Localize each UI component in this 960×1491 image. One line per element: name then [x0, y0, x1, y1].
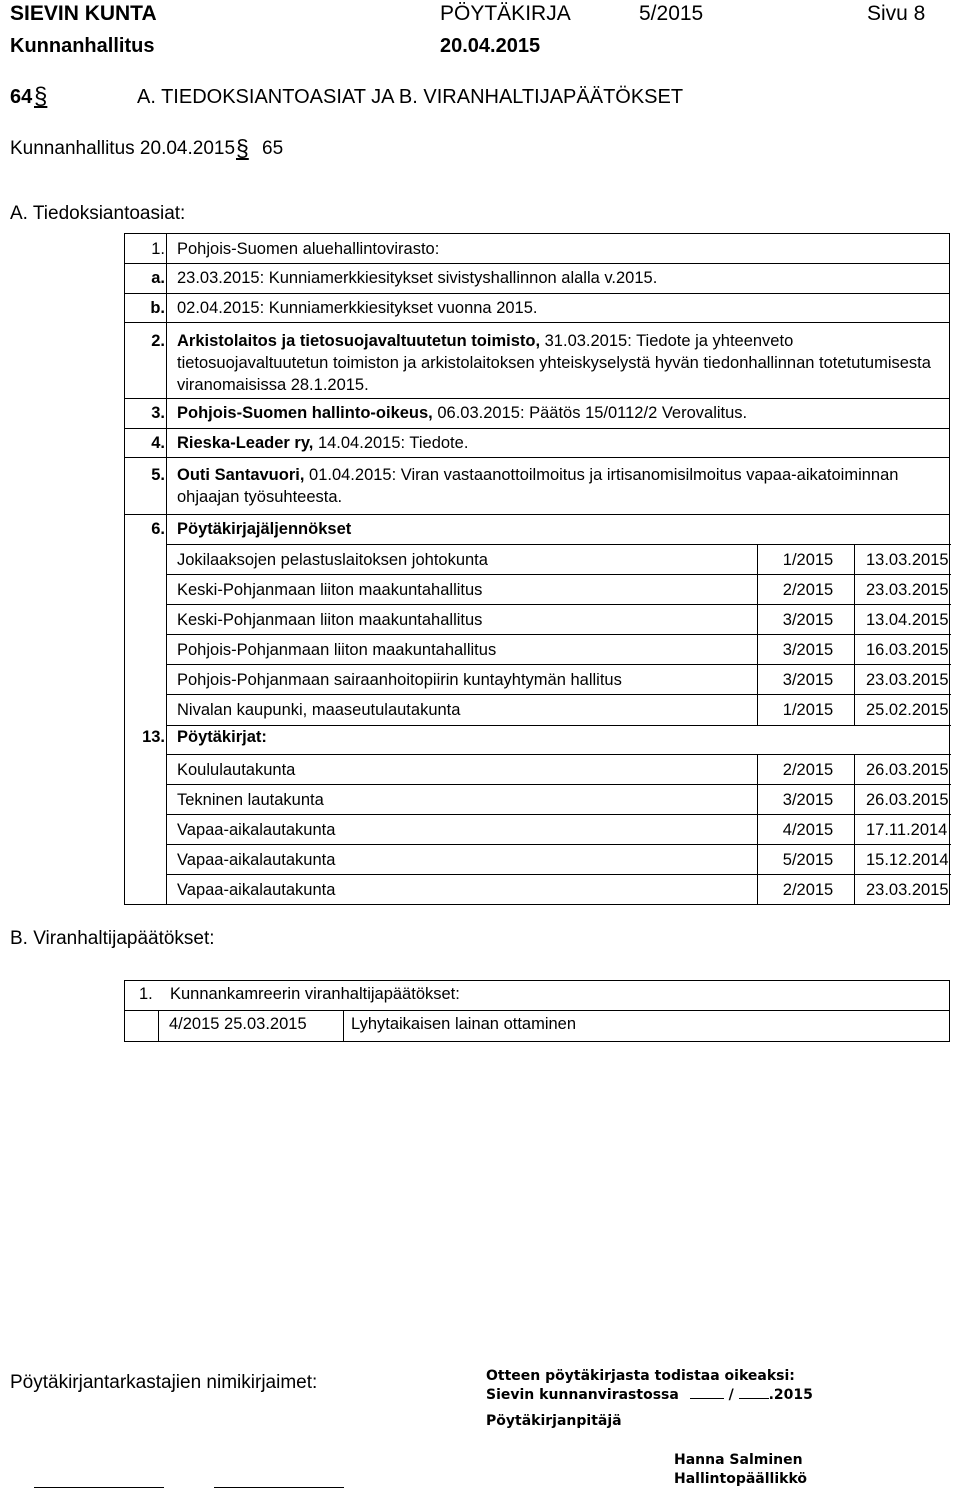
- row-divider: [125, 322, 949, 323]
- table-row: [166, 754, 951, 785]
- minutes-date: 23.03.2015: [866, 881, 949, 899]
- copy-body: Nivalan kaupunki, maaseutulautakunta: [177, 701, 461, 719]
- row-divider: [125, 398, 949, 399]
- copy-number: 3/2015: [782, 611, 834, 629]
- minutes-body: Koululautakunta: [177, 761, 296, 779]
- item-text: 23.03.2015: Kunniamerkkiesitykset sivistyshallinnon alalla v.2015.: [177, 269, 658, 287]
- item-text: 02.04.2015: Kunniamerkkiesitykset vuonna 2015.: [177, 299, 538, 317]
- section-number: 64: [10, 86, 33, 108]
- minutes-date: 17.11.2014: [866, 821, 948, 839]
- copy-number: 2/2015: [782, 581, 834, 599]
- copy-date: 25.02.2015: [866, 701, 949, 719]
- reference-number: 65: [262, 138, 284, 159]
- row-divider: [125, 514, 949, 515]
- item-number: 5.: [151, 466, 165, 484]
- item-detail: 31.03.2015: Tiedote ja yhteenveto tietosuojavaltuutetun toimiston ja arkistolaitoksen yhteiskyselystä hyvän tiedonhallinnan totetutumisesta viranomaisissa 28.1.2015.: [177, 332, 931, 394]
- copy-number: 1/2015: [782, 701, 834, 719]
- copy-date: 13.03.2015: [866, 551, 949, 569]
- doc-number: 5/2015: [639, 2, 704, 25]
- decisions-table: [124, 980, 950, 1042]
- decision-group-title: Kunnankamreerin viranhaltijapäätökset:: [170, 985, 460, 1003]
- minutes-body: Vapaa-aikalautakunta: [177, 881, 336, 899]
- doc-type: PÖYTÄKIRJA: [440, 2, 571, 25]
- copy-date: 13.04.2015: [866, 611, 949, 629]
- item-number: 6.: [151, 520, 165, 538]
- signature-line: [34, 1487, 164, 1488]
- minutes-number: 4/2015: [782, 821, 834, 839]
- column-divider: [343, 1010, 344, 1041]
- copy-body: Keski-Pohjanmaan liiton maakuntahallitus: [177, 611, 483, 629]
- column-divider: [158, 1010, 159, 1041]
- org-name: SIEVIN KUNTA: [10, 2, 157, 25]
- copy-number: 3/2015: [782, 641, 834, 659]
- copy-number: 1/2015: [782, 551, 834, 569]
- office-name: Sievin kunnanvirastossa: [486, 1387, 679, 1403]
- certify-label: Otteen pöytäkirjasta todistaa oikeaksi:: [486, 1368, 795, 1384]
- decision-id: 4/2015 25.03.2015: [169, 1015, 307, 1033]
- table-row: [166, 604, 951, 635]
- page-number: Sivu 8: [867, 2, 926, 25]
- minutes-date: 15.12.2014: [866, 851, 949, 869]
- table-row: [166, 574, 951, 605]
- table-row: [166, 634, 951, 665]
- minutes-body: Vapaa-aikalautakunta: [177, 821, 336, 839]
- copy-number: 3/2015: [782, 671, 834, 689]
- row-divider: [125, 428, 949, 429]
- item-number: 3.: [151, 404, 165, 422]
- row-divider: [125, 1010, 949, 1011]
- item-text: Pöytäkirjajäljennökset: [177, 520, 352, 538]
- copy-date: 23.03.2015: [866, 671, 949, 689]
- row-divider: [125, 263, 949, 264]
- copy-date: 23.03.2015: [866, 581, 949, 599]
- reference-text: Kunnanhallitus 20.04.2015: [10, 138, 236, 159]
- minutes-date: 26.03.2015: [866, 761, 949, 779]
- row-divider: [125, 457, 949, 458]
- minutes-body: Vapaa-aikalautakunta: [177, 851, 336, 869]
- reference-symbol: §: [236, 135, 249, 161]
- minutes-number: 5/2015: [782, 851, 834, 869]
- decision-text: Lyhytaikaisen lainan ottaminen: [351, 1015, 577, 1033]
- table-row: [166, 544, 951, 575]
- section-b-heading: B. Viranhaltijapäätökset:: [10, 928, 215, 949]
- item-detail: 01.04.2015: Viran vastaanottoilmoitus ja irtisanomisilmoitus vapaa-aikatoiminnan ohjaajan työsuhteesta.: [177, 466, 899, 506]
- table-row: [166, 874, 951, 905]
- table-row: [166, 814, 951, 845]
- item-subject: Rieska-Leader ry,: [177, 434, 314, 452]
- decision-group-number: 1.: [139, 985, 153, 1003]
- table-row: [166, 844, 951, 875]
- notices-table: [124, 233, 950, 905]
- minutes-number: 2/2015: [782, 881, 834, 899]
- section-a-heading: A. Tiedoksiantoasiat:: [10, 203, 186, 224]
- copy-date: 16.03.2015: [866, 641, 949, 659]
- item-number: 4.: [151, 434, 165, 452]
- table-row: [166, 784, 951, 815]
- minutes-number: 3/2015: [782, 791, 834, 809]
- item-text: Pöytäkirjat:: [177, 728, 267, 746]
- copy-body: Jokilaaksojen pelastuslaitoksen johtokunta: [177, 551, 488, 569]
- minutes-body: Tekninen lautakunta: [177, 791, 324, 809]
- signature-line: [214, 1487, 344, 1488]
- item-text: [177, 402, 747, 424]
- meeting-date: 20.04.2015: [440, 35, 541, 57]
- office-label: [486, 1387, 813, 1403]
- item-number: 2.: [151, 332, 165, 350]
- inspectors-label: Pöytäkirjantarkastajien nimikirjaimet:: [10, 1372, 318, 1393]
- minutes-table: [166, 754, 951, 904]
- item-number: b.: [150, 299, 165, 317]
- item-subject: Pohjois-Suomen hallinto-oikeus,: [177, 404, 433, 422]
- meeting-body: Kunnanhallitus: [10, 35, 155, 57]
- date-suffix: .2015: [768, 1387, 813, 1403]
- item-text: [177, 330, 939, 396]
- table-row: [166, 664, 951, 695]
- item-text: [177, 464, 939, 508]
- item-text: Pohjois-Suomen aluehallintovirasto:: [177, 240, 440, 258]
- copy-body: Keski-Pohjanmaan liiton maakuntahallitus: [177, 581, 483, 599]
- signer-name: Hanna Salminen: [674, 1452, 803, 1468]
- keeper-label: Pöytäkirjanpitäjä: [486, 1413, 622, 1429]
- copy-body: Pohjois-Pohjanmaan sairaanhoitopiirin kuntayhtymän hallitus: [177, 671, 622, 689]
- item-number: 13.: [142, 728, 165, 746]
- item-subject: Outi Santavuori,: [177, 466, 305, 484]
- date-separator-icon: /: [728, 1387, 734, 1403]
- section-title: A. TIEDOKSIANTOASIAT JA B. VIRANHALTIJAPÄÄTÖKSET: [137, 86, 684, 108]
- item-detail: 06.03.2015: Päätös 15/0112/2 Verovalitus.: [432, 404, 748, 422]
- item-text: [177, 432, 468, 454]
- minutes-date: 26.03.2015: [866, 791, 949, 809]
- section-symbol: §: [34, 83, 48, 110]
- item-detail: 14.04.2015: Tiedote.: [313, 434, 469, 452]
- minutes-number: 2/2015: [782, 761, 834, 779]
- copies-table: [166, 544, 951, 724]
- table-row: [166, 694, 951, 726]
- item-number: a.: [151, 269, 165, 287]
- signer-role: Hallintopäällikkö: [674, 1471, 808, 1487]
- item-number: 1.: [151, 240, 165, 258]
- item-subject: Arkistolaitos ja tietosuojavaltuutetun toimisto,: [177, 332, 541, 350]
- row-divider: [125, 293, 949, 294]
- copy-body: Pohjois-Pohjanmaan liiton maakuntahallitus: [177, 641, 497, 659]
